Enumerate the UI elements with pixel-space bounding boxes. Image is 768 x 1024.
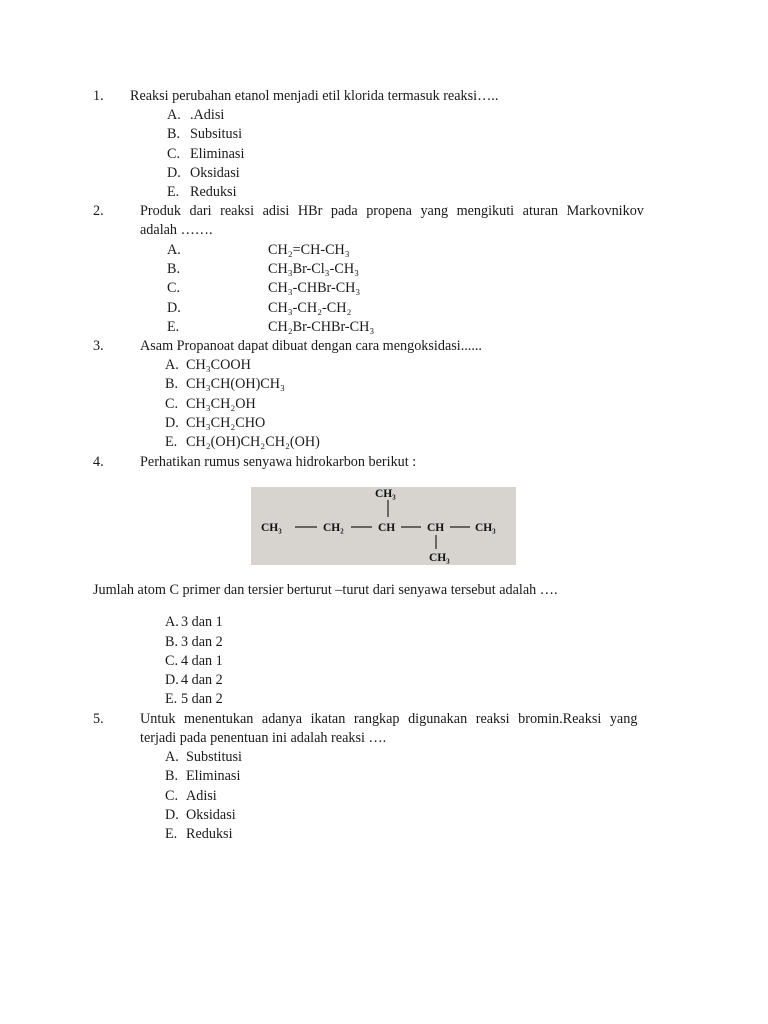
- question-2-text-line1: Produk dari reaksi adisi HBr pada propena yang mengikuti aturan Markovnikov: [140, 203, 644, 219]
- atom-bottom-ch3: CH₃: [429, 552, 450, 564]
- atom-chain-4: CH: [427, 522, 445, 534]
- atom-chain-5: CH₃: [475, 522, 496, 534]
- q4-option-c-letter: C.: [165, 653, 179, 669]
- q1-option-e: Reduksi: [190, 184, 237, 200]
- q1-option-b: Subsitusi: [190, 126, 243, 142]
- q2-option-c-letter: C.: [167, 280, 181, 296]
- q3-option-c: CH₃CH₂OH: [186, 396, 256, 412]
- q1-option-e-letter: E.: [167, 184, 180, 200]
- question-3-text: Asam Propanoat dapat dibuat dengan cara mengoksidasi......: [140, 338, 482, 354]
- question-2-number: 2.: [93, 203, 104, 219]
- q5-option-d: Oksidasi: [186, 807, 236, 823]
- q5-option-c-letter: C.: [165, 788, 179, 804]
- question-4-followup: Jumlah atom C primer dan tersier berturut –turut dari senyawa tersebut adalah ….: [93, 582, 558, 598]
- q5-option-c: Adisi: [186, 788, 217, 804]
- q1-option-d: Oksidasi: [190, 165, 240, 181]
- q1-option-c-letter: C.: [167, 146, 181, 162]
- atom-chain-3: CH: [378, 522, 396, 534]
- q4-option-b: 3 dan 2: [181, 634, 223, 650]
- atom-top-ch3: CH₃: [375, 488, 396, 500]
- q3-option-b-letter: B.: [165, 376, 179, 392]
- question-2-text-line2: adalah …….: [140, 222, 213, 238]
- q1-option-d-letter: D.: [167, 165, 181, 181]
- atom-chain-1: CH₃: [261, 522, 282, 534]
- q3-option-e-letter: E.: [165, 434, 178, 450]
- q3-option-d-letter: D.: [165, 415, 179, 431]
- question-1-number: 1.: [93, 88, 104, 104]
- question-5-text-line1: Untuk menentukan adanya ikatan rangkap digunakan reaksi bromin.Reaksi yang: [140, 711, 638, 727]
- q2-option-e-letter: E.: [167, 319, 180, 335]
- q3-option-a: CH₃COOH: [186, 357, 251, 373]
- question-5-text-line2: terjadi pada penentuan ini adalah reaksi ….: [140, 730, 387, 746]
- q4-option-b-letter: B.: [165, 634, 179, 650]
- q1-option-c: Eliminasi: [190, 146, 245, 162]
- q4-option-c: 4 dan 1: [181, 653, 223, 669]
- q2-option-d-letter: D.: [167, 300, 181, 316]
- q2-option-e: CH₂Br-CHBr-CH₃: [268, 319, 375, 335]
- q4-option-d: 4 dan 2: [181, 672, 223, 688]
- question-4-number: 4.: [93, 454, 104, 470]
- q5-option-b-letter: B.: [165, 768, 179, 784]
- question-5-number: 5.: [93, 711, 104, 727]
- question-3-number: 3.: [93, 338, 104, 354]
- q2-option-b-letter: B.: [167, 261, 181, 277]
- q3-option-c-letter: C.: [165, 396, 179, 412]
- q5-option-e: Reduksi: [186, 826, 233, 842]
- q1-option-b-letter: B.: [167, 126, 181, 142]
- q5-option-e-letter: E.: [165, 826, 178, 842]
- q1-option-a-letter: A.: [167, 107, 181, 123]
- q5-option-a-letter: A.: [165, 749, 179, 765]
- q3-option-b: CH₃CH(OH)CH₃: [186, 376, 285, 392]
- atom-chain-2: CH₂: [323, 522, 344, 534]
- q2-option-a-letter: A.: [167, 242, 181, 258]
- question-4-text: Perhatikan rumus senyawa hidrokarbon berikut :: [140, 454, 417, 470]
- q5-option-a: Substitusi: [186, 749, 242, 765]
- q4-option-a-letter: A.: [165, 614, 179, 630]
- hydrocarbon-structure-figure: [251, 487, 516, 565]
- q2-option-d: CH₃-CH₂-CH₂: [268, 300, 352, 316]
- q4-option-a: 3 dan 1: [181, 614, 223, 630]
- question-1-text: Reaksi perubahan etanol menjadi etil klorida termasuk reaksi…..: [130, 88, 499, 104]
- q2-option-c: CH₃-CHBr-CH₃: [268, 280, 361, 296]
- q3-option-d: CH₃CH₂CHO: [186, 415, 266, 431]
- structure-diagram: [251, 487, 516, 565]
- q3-option-e: CH₂(OH)CH₂CH₂(OH): [186, 434, 320, 450]
- q5-option-b: Eliminasi: [186, 768, 241, 784]
- q3-option-a-letter: A.: [165, 357, 179, 373]
- q1-option-a: .Adisi: [190, 107, 225, 123]
- q4-option-d-letter: D.: [165, 672, 179, 688]
- q5-option-d-letter: D.: [165, 807, 179, 823]
- q2-option-a: CH₂=CH-CH₃: [268, 242, 350, 258]
- q2-option-b: CH₃Br-Cl₃-CH₃: [268, 261, 360, 277]
- q4-option-e-letter: E.: [165, 691, 178, 707]
- q4-option-e: 5 dan 2: [181, 691, 223, 707]
